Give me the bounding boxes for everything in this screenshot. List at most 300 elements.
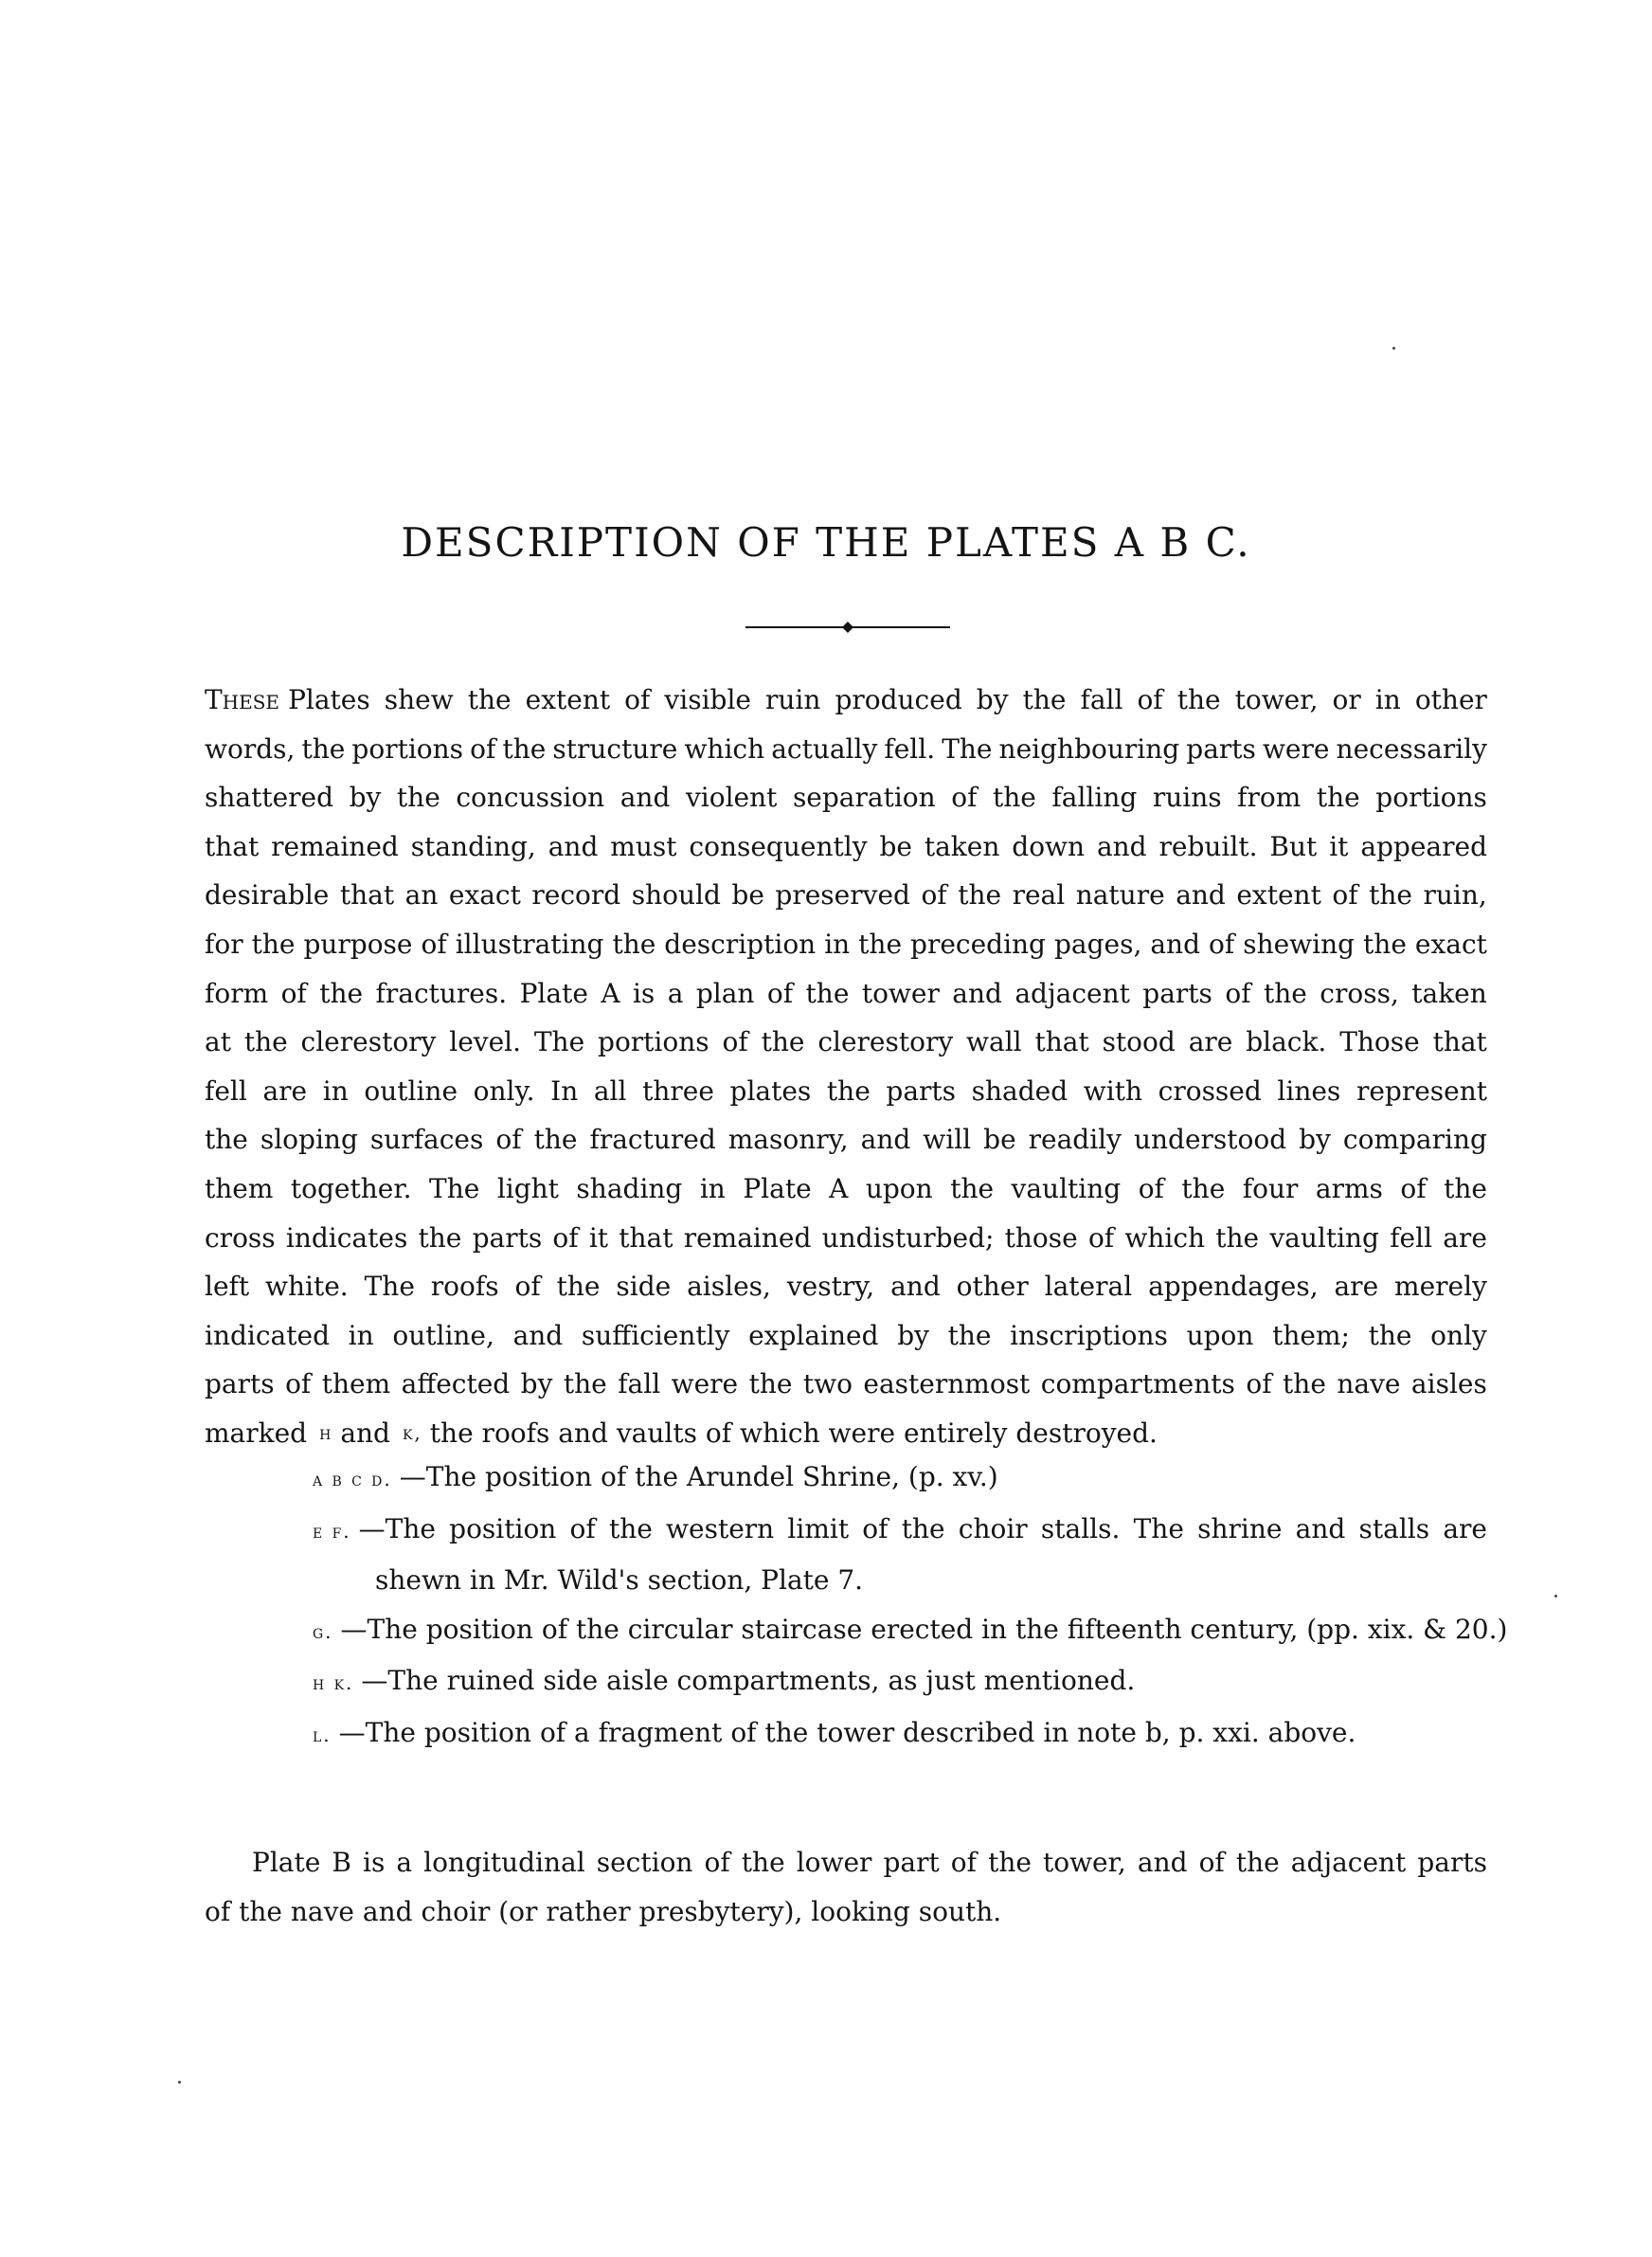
word: section — [596, 1847, 693, 1878]
paragraph-line — [205, 1360, 1487, 1409]
word: visible — [664, 684, 751, 715]
word: remained — [271, 830, 399, 862]
word: concussion — [456, 782, 605, 814]
word: level. — [449, 1026, 522, 1058]
word: is — [632, 977, 655, 1009]
word: shrine — [1197, 1512, 1283, 1544]
word: of — [1246, 1368, 1272, 1400]
word: parts — [472, 1221, 543, 1254]
word: white. — [265, 1271, 349, 1303]
word: left — [205, 1271, 250, 1303]
word: parts — [886, 1074, 957, 1107]
word: the — [826, 1074, 871, 1107]
line-segment: h — [319, 1420, 333, 1444]
word: The — [429, 1172, 480, 1204]
word: description — [664, 928, 817, 960]
word: vaulting — [1269, 1221, 1379, 1254]
word: represent — [1356, 1074, 1487, 1107]
word: of — [722, 1026, 748, 1058]
word: of — [704, 1847, 730, 1878]
paragraph-line — [205, 1409, 1487, 1458]
word: falling — [1051, 782, 1138, 814]
legend-lead: e f. —The — [313, 1512, 436, 1544]
line-segment: k, — [402, 1420, 422, 1444]
legend-key: l. — [313, 1723, 332, 1746]
word: are — [1188, 1026, 1233, 1058]
word: tower — [861, 977, 940, 1009]
word: lower — [796, 1847, 872, 1878]
word: fall — [618, 1368, 661, 1400]
word: for — [205, 928, 243, 960]
word: the — [1181, 1172, 1226, 1204]
paragraph-line — [205, 1165, 1487, 1214]
word: that — [339, 879, 395, 912]
paragraph-line — [205, 676, 1487, 725]
paper-speck — [1554, 1595, 1557, 1598]
word: of — [951, 782, 978, 814]
word: that — [619, 1221, 673, 1254]
paragraph-line — [205, 725, 1487, 774]
word: the — [319, 977, 364, 1009]
word: clerestory — [817, 1026, 954, 1058]
paragraph-line — [205, 1838, 1487, 1887]
word: the — [1022, 684, 1067, 715]
legend-item — [313, 1605, 1508, 1657]
word: arms — [1315, 1172, 1383, 1204]
word: must — [610, 830, 677, 862]
word: ruins — [1152, 782, 1222, 814]
word: and — [512, 1319, 564, 1351]
word: cross — [205, 1221, 276, 1254]
word: are — [1334, 1271, 1379, 1303]
word: the — [761, 1026, 805, 1058]
word: the — [251, 928, 296, 960]
word: plan — [695, 977, 755, 1009]
legend-item — [313, 1656, 1487, 1708]
word: lateral — [1044, 1271, 1133, 1303]
word: stalls. — [1040, 1512, 1121, 1544]
word: the — [1368, 1319, 1412, 1351]
word: readily — [1028, 1124, 1122, 1156]
word: together. — [290, 1172, 412, 1204]
word: were — [671, 1368, 739, 1400]
word: the — [396, 782, 440, 814]
word: the — [1176, 684, 1221, 715]
word: all — [593, 1074, 627, 1107]
word: in — [1374, 684, 1401, 715]
paragraph-line — [205, 969, 1487, 1019]
word: adjacent — [1290, 1847, 1407, 1878]
word: form — [205, 977, 269, 1009]
word: of — [470, 732, 496, 765]
word: with — [1083, 1074, 1143, 1107]
word: real — [1012, 879, 1066, 912]
word: record — [531, 879, 621, 912]
paper-speck — [1392, 347, 1395, 350]
word: shading — [576, 1172, 683, 1204]
word: the — [502, 732, 547, 765]
plate-legend-list — [313, 1453, 1508, 1760]
word: surfaces — [369, 1124, 484, 1156]
word: it — [1329, 830, 1349, 862]
word: the — [205, 1124, 248, 1156]
word: were — [1262, 732, 1330, 765]
line-segment: and — [340, 1417, 390, 1449]
legend-item — [313, 1453, 1487, 1505]
word: parts — [205, 1368, 275, 1400]
word: the — [947, 1319, 992, 1351]
word: stalls — [1358, 1512, 1430, 1544]
paragraph-line — [205, 1262, 1487, 1311]
word: the — [858, 928, 903, 960]
word: outline — [364, 1074, 458, 1107]
word: shaded — [971, 1074, 1068, 1107]
word: Those — [1339, 1026, 1420, 1058]
line-segment: marked — [205, 1417, 308, 1449]
word: parts — [1417, 1847, 1487, 1878]
word: side — [616, 1271, 672, 1303]
word: be — [879, 830, 912, 862]
word: crossed — [1158, 1074, 1262, 1107]
paragraph-line — [205, 822, 1487, 872]
word: lines — [1277, 1074, 1341, 1107]
word: consequently — [689, 830, 868, 862]
word: roofs — [430, 1271, 499, 1303]
word: indicates — [285, 1221, 408, 1254]
legend-key: h k. — [313, 1671, 354, 1695]
word: preserved — [775, 879, 910, 912]
word: violent — [685, 782, 778, 814]
word: the — [993, 782, 1036, 814]
word: compartments — [1040, 1368, 1235, 1400]
word: portions — [1375, 782, 1487, 814]
legend-key: e f. — [313, 1519, 351, 1543]
word: those — [1004, 1221, 1078, 1254]
word: necessarily — [1336, 732, 1487, 765]
word: the — [563, 1368, 607, 1400]
paragraph-plates-description — [205, 676, 1487, 1458]
word: are — [1443, 1512, 1487, 1544]
word: the — [1235, 1847, 1280, 1878]
word: parts — [1186, 732, 1256, 765]
word: them — [321, 1368, 391, 1400]
word: shew — [384, 684, 454, 715]
word: produced — [835, 684, 962, 715]
word: will — [923, 1124, 972, 1156]
word: by — [1299, 1124, 1331, 1156]
word: easternmost — [863, 1368, 1031, 1400]
word: upon — [865, 1172, 933, 1204]
word: of — [1208, 928, 1235, 960]
word: actually — [771, 732, 878, 765]
paragraph-line — [205, 1311, 1487, 1361]
word: ruin — [765, 684, 821, 715]
legend-text: —The position of the circular staircase erected in the fifteenth century, (pp. xix. & 20.) — [340, 1613, 1508, 1645]
paper-speck — [178, 2081, 181, 2084]
word: the — [748, 1368, 793, 1400]
word: and — [890, 1271, 941, 1303]
word: are — [262, 1074, 308, 1107]
word: sloping — [260, 1124, 358, 1156]
word: and — [1295, 1512, 1346, 1544]
word: fractures. — [375, 977, 508, 1009]
word: of — [569, 1512, 596, 1544]
word: structure — [552, 732, 678, 765]
word: of — [624, 684, 651, 715]
word: in — [322, 1074, 349, 1107]
word: from — [1237, 782, 1302, 814]
word: which — [684, 732, 765, 765]
word: A — [829, 1172, 849, 1204]
word: and — [1096, 830, 1147, 862]
word: the — [1215, 1221, 1260, 1254]
word: separation — [792, 782, 936, 814]
word: understood — [1133, 1124, 1287, 1156]
word: longitudinal — [423, 1847, 585, 1878]
paragraph-line — [205, 920, 1487, 969]
word: fractured — [589, 1124, 716, 1156]
word: the — [805, 977, 850, 1009]
word: the — [556, 1271, 601, 1303]
word: tower, — [1042, 1847, 1126, 1878]
word: of — [1087, 1221, 1115, 1254]
word: undisturbed; — [821, 1221, 995, 1254]
word: and — [952, 977, 1002, 1009]
word: shewing — [1243, 928, 1356, 960]
word: and — [1176, 879, 1226, 912]
word: that — [1432, 1026, 1487, 1058]
word: clerestory — [300, 1026, 437, 1058]
page-title: DESCRIPTION OF THE PLATES A B C. — [401, 519, 1251, 566]
word: adjacent — [1015, 977, 1130, 1009]
word: them — [205, 1172, 274, 1204]
word: two — [802, 1368, 853, 1400]
word: the — [1264, 977, 1307, 1009]
word: nave — [1337, 1368, 1401, 1400]
word: and — [860, 1124, 911, 1156]
word: B — [332, 1847, 351, 1878]
paragraph-line: of the nave and choir (or rather presbytery), looking south. — [205, 1895, 1002, 1927]
word: should — [631, 879, 721, 912]
word: extent — [1236, 879, 1321, 912]
word: sufficiently — [581, 1319, 730, 1351]
word: of — [766, 977, 794, 1009]
word: portions — [351, 732, 464, 765]
word: aisles — [1410, 1368, 1487, 1400]
word: But — [1269, 830, 1318, 862]
word: Plate — [252, 1847, 321, 1878]
word: the — [958, 879, 1002, 912]
word: part — [883, 1847, 940, 1878]
word: of — [1137, 684, 1163, 715]
word: of — [950, 1847, 978, 1878]
word: plates — [729, 1074, 812, 1107]
word: in — [348, 1319, 374, 1351]
word: fell. — [884, 732, 936, 765]
word: the — [901, 1512, 945, 1544]
word: cross, — [1320, 977, 1399, 1009]
word: is — [362, 1847, 386, 1878]
word: portions — [598, 1026, 709, 1058]
word: in — [699, 1172, 726, 1204]
word: that — [205, 830, 260, 862]
paragraph-line — [205, 1018, 1487, 1067]
word: and — [620, 782, 671, 814]
word: the — [1363, 928, 1407, 960]
word: masonry, — [727, 1124, 849, 1156]
word: that — [1034, 1026, 1089, 1058]
word: be — [983, 1124, 1016, 1156]
word: comparing — [1342, 1124, 1487, 1156]
word: rebuilt. — [1158, 830, 1258, 862]
word: The — [364, 1271, 415, 1303]
word: an — [404, 879, 439, 912]
word: indicated — [205, 1319, 330, 1351]
word: three — [642, 1074, 714, 1107]
word: ruin, — [1423, 879, 1487, 912]
word: outline, — [392, 1319, 494, 1351]
word: fall — [1080, 684, 1123, 715]
word: four — [1242, 1172, 1299, 1204]
word: Plate — [519, 977, 588, 1009]
word: desirable — [205, 879, 330, 912]
word: of — [862, 1512, 889, 1544]
word: the — [608, 1512, 653, 1544]
word: the — [301, 732, 346, 765]
legend-text: —The position of a fragment of the tower described in note b, p. xxi. above. — [338, 1716, 1356, 1748]
word: and — [1150, 928, 1200, 960]
word: of — [1400, 1172, 1427, 1204]
word: of — [495, 1124, 522, 1156]
word: only. — [473, 1074, 535, 1107]
word: Plates — [288, 684, 370, 715]
word: by — [349, 782, 382, 814]
word: The — [942, 732, 993, 765]
word: vaulting — [1011, 1172, 1122, 1204]
word: fell — [1390, 1221, 1433, 1254]
word: inscriptions — [1010, 1319, 1168, 1351]
word: other — [1414, 684, 1487, 715]
word: purpose — [303, 928, 413, 960]
word: explained — [748, 1319, 879, 1351]
word: stood — [1102, 1026, 1176, 1058]
word: neighbouring — [998, 732, 1180, 765]
word: The — [1133, 1512, 1184, 1544]
word: wall — [966, 1026, 1022, 1058]
word: of — [421, 928, 447, 960]
word: tower, — [1234, 684, 1319, 715]
word: a — [396, 1847, 413, 1878]
legend-key: a b c d. — [313, 1468, 392, 1490]
word: of — [1332, 879, 1358, 912]
paragraph-line — [205, 1214, 1487, 1263]
paragraph-plate-b — [205, 1838, 1487, 1936]
word: and — [548, 830, 599, 862]
word: remained — [683, 1221, 812, 1254]
word: In — [550, 1074, 579, 1107]
word: of — [552, 1221, 579, 1254]
word: of — [1138, 1172, 1164, 1204]
legend-item — [313, 1708, 1487, 1760]
word: exact — [448, 879, 521, 912]
word: appendages, — [1148, 1271, 1319, 1303]
legend-text: —The ruined side aisle compartments, as just mentioned. — [361, 1665, 1136, 1697]
word: shattered — [205, 782, 334, 814]
word: taken — [924, 830, 1000, 862]
word: appeared — [1360, 830, 1487, 862]
word: the — [1283, 1368, 1326, 1400]
word: black. — [1246, 1026, 1327, 1058]
word: exact — [1414, 928, 1487, 960]
word: it — [588, 1221, 609, 1254]
line-segment: the roofs and vaults of which were entirely destroyed. — [429, 1417, 1158, 1449]
word: in — [824, 928, 851, 960]
word: be — [731, 879, 764, 912]
word: of — [921, 879, 947, 912]
word: western — [666, 1512, 775, 1544]
word: which — [1124, 1221, 1206, 1254]
word: vestry, — [786, 1271, 875, 1303]
word: the — [1444, 1172, 1487, 1204]
word: illustrating — [455, 928, 604, 960]
word: nature — [1075, 879, 1165, 912]
word: position — [449, 1512, 557, 1544]
word: down — [1012, 830, 1086, 862]
word: fell — [205, 1074, 247, 1107]
legend-item — [313, 1505, 1487, 1557]
word: the — [418, 1221, 462, 1254]
word: at — [205, 1026, 231, 1058]
word: the — [950, 1172, 995, 1204]
word: affected — [401, 1368, 511, 1400]
word: merely — [1394, 1271, 1487, 1303]
lead-word: These — [205, 684, 280, 715]
word: standing, — [410, 830, 536, 862]
word: pages, — [1053, 928, 1142, 960]
legend-key: g. — [313, 1619, 333, 1643]
word: the — [533, 1124, 578, 1156]
legend-text: —The position of the Arundel Shrine, (p. xv.) — [399, 1461, 998, 1492]
word: of — [1198, 1847, 1225, 1878]
word: aisles, — [687, 1271, 771, 1303]
paragraph-line — [205, 773, 1487, 822]
word: extent — [525, 684, 611, 715]
word: by — [897, 1319, 929, 1351]
word: parts — [1142, 977, 1212, 1009]
word: preceding — [910, 928, 1046, 960]
word: a — [667, 977, 684, 1009]
word: other — [956, 1271, 1029, 1303]
paragraph-line — [205, 1067, 1487, 1116]
word: Plate — [743, 1172, 812, 1204]
word: limit — [787, 1512, 850, 1544]
word: are — [1443, 1221, 1487, 1254]
word: the — [243, 1026, 288, 1058]
word: by — [520, 1368, 553, 1400]
paragraph-line — [205, 871, 1487, 920]
word: the — [612, 928, 656, 960]
word: and — [1137, 1847, 1188, 1878]
word: only — [1430, 1319, 1487, 1351]
word: taken — [1411, 977, 1487, 1009]
word: The — [533, 1026, 585, 1058]
word: the — [1369, 879, 1412, 912]
word: light — [496, 1172, 559, 1204]
word: of — [280, 977, 307, 1009]
word: words, — [205, 732, 296, 765]
word: the — [1316, 782, 1360, 814]
word: or — [1332, 684, 1361, 715]
